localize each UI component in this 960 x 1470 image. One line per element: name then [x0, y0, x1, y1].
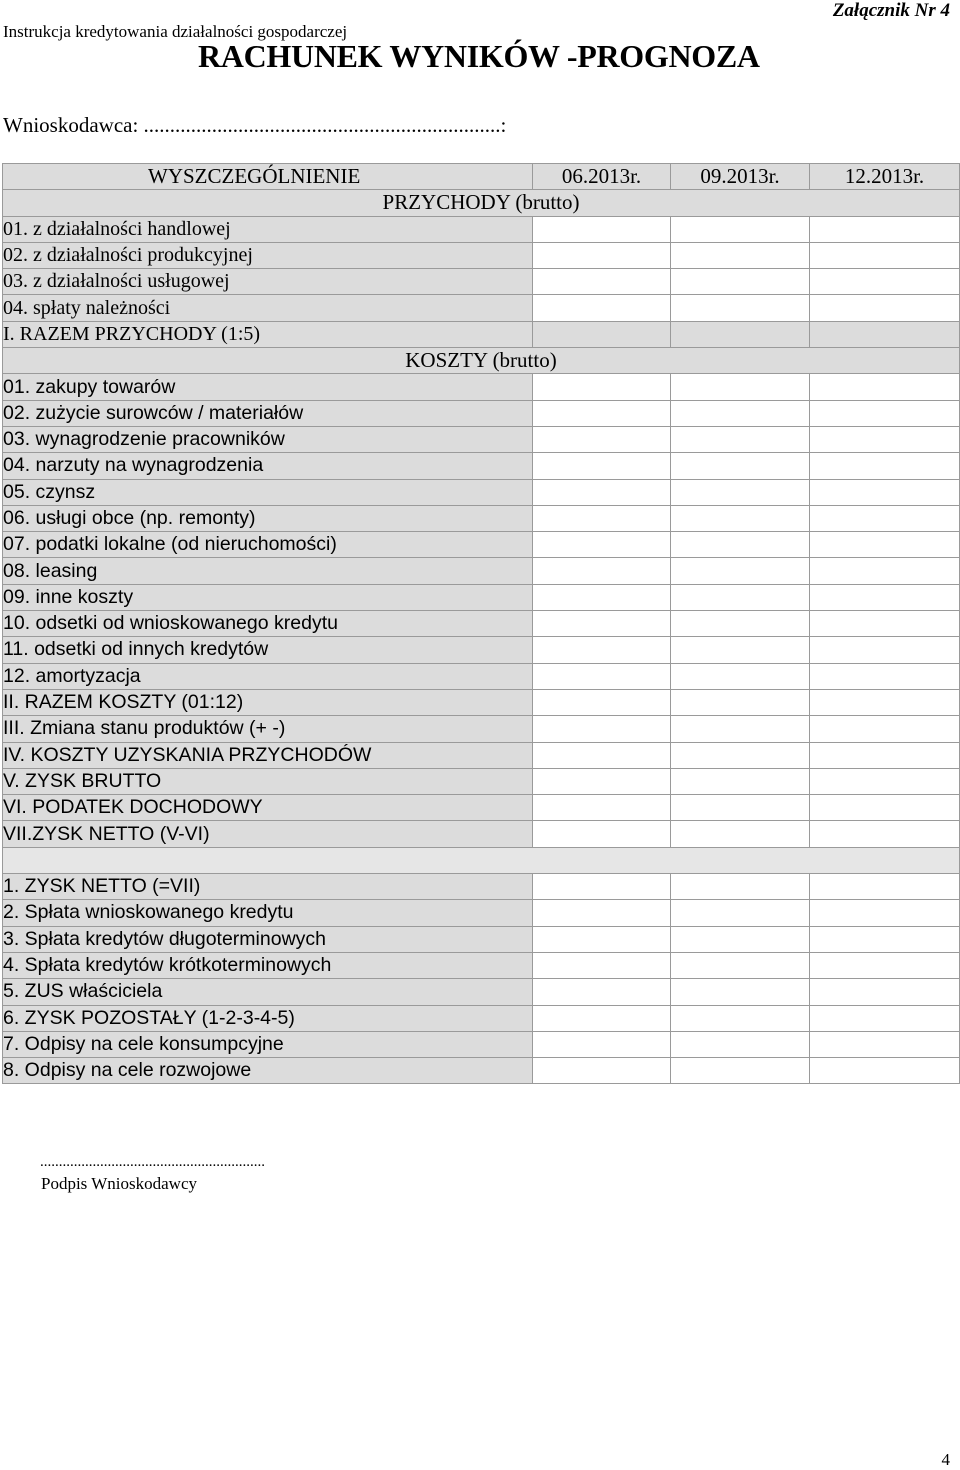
column-header-period-2: 09.2013r. — [671, 164, 810, 190]
value-cell-period-1[interactable] — [533, 742, 671, 768]
table-row — [3, 1031, 960, 1057]
value-cell-period-3[interactable] — [810, 611, 960, 637]
table-row — [3, 979, 960, 1005]
value-cell-period-1[interactable] — [533, 1058, 671, 1084]
signature-line[interactable]: ............................................................ — [40, 1154, 265, 1170]
document-header-title: Instrukcja kredytowania działalności gospodarczej — [3, 22, 348, 41]
value-cell-period-2[interactable] — [671, 663, 810, 689]
value-cell-period-3[interactable] — [810, 321, 960, 347]
row-label: 02. zużycie surowców / materiałów — [3, 400, 533, 426]
separator-row — [3, 847, 960, 873]
value-cell-period-1[interactable] — [533, 637, 671, 663]
value-cell-period-2[interactable] — [671, 479, 810, 505]
row-label: 10. odsetki od wnioskowanego kredytu — [3, 611, 533, 637]
value-cell-period-1[interactable] — [533, 242, 671, 268]
table-row — [3, 716, 960, 742]
value-cell-period-3[interactable] — [810, 584, 960, 610]
row-label: VII.ZYSK NETTO (V-VI) — [3, 821, 533, 847]
value-cell-period-2[interactable] — [671, 742, 810, 768]
value-cell-period-3[interactable] — [810, 926, 960, 952]
row-label: 12. amortyzacja — [3, 663, 533, 689]
column-header-period-1: 06.2013r. — [533, 164, 671, 190]
value-cell-period-2[interactable] — [671, 321, 810, 347]
table-row — [3, 795, 960, 821]
row-label: 04. narzuty na wynagrodzenia — [3, 453, 533, 479]
section-revenue-header-row — [3, 190, 960, 216]
value-cell-period-2[interactable] — [671, 426, 810, 452]
table-row — [3, 426, 960, 452]
table-row — [3, 400, 960, 426]
value-cell-period-3[interactable] — [810, 952, 960, 978]
value-cell-period-1[interactable] — [533, 453, 671, 479]
table-row — [3, 321, 960, 347]
value-cell-period-2[interactable] — [671, 1005, 810, 1031]
value-cell-period-3[interactable] — [810, 821, 960, 847]
attachment-number: Załącznik Nr 4 — [832, 0, 950, 21]
value-cell-period-3[interactable] — [810, 979, 960, 1005]
value-cell-period-2[interactable] — [671, 716, 810, 742]
value-cell-period-2[interactable] — [671, 1031, 810, 1057]
row-label: 04. spłaty należności — [3, 295, 533, 321]
table-row — [3, 558, 960, 584]
value-cell-period-2[interactable] — [671, 216, 810, 242]
value-cell-period-2[interactable] — [671, 558, 810, 584]
table-row — [3, 242, 960, 268]
value-cell-period-1[interactable] — [533, 532, 671, 558]
table-header-row — [3, 164, 960, 190]
row-label: 1. ZYSK NETTO (=VII) — [3, 874, 533, 900]
value-cell-period-2[interactable] — [671, 1058, 810, 1084]
row-label: 02. z działalności produkcyjnej — [3, 242, 533, 268]
value-cell-period-3[interactable] — [810, 1005, 960, 1031]
value-cell-period-2[interactable] — [671, 269, 810, 295]
table-row — [3, 952, 960, 978]
value-cell-period-2[interactable] — [671, 242, 810, 268]
row-label: 2. Spłata wnioskowanego kredytu — [3, 900, 533, 926]
value-cell-period-3[interactable] — [810, 689, 960, 715]
value-cell-period-1[interactable] — [533, 663, 671, 689]
row-label: V. ZYSK BRUTTO — [3, 768, 533, 794]
section-costs-header: KOSZTY (brutto) — [3, 348, 960, 374]
value-cell-period-2[interactable] — [671, 874, 810, 900]
value-cell-period-3[interactable] — [810, 795, 960, 821]
value-cell-period-2[interactable] — [671, 926, 810, 952]
row-label: 7. Odpisy na cele konsumpcyjne — [3, 1031, 533, 1057]
row-label: 05. czynsz — [3, 479, 533, 505]
value-cell-period-1[interactable] — [533, 505, 671, 531]
table-row — [3, 689, 960, 715]
value-cell-period-3[interactable] — [810, 295, 960, 321]
value-cell-period-3[interactable] — [810, 400, 960, 426]
value-cell-period-1[interactable] — [533, 400, 671, 426]
value-cell-period-1[interactable] — [533, 1031, 671, 1057]
value-cell-period-2[interactable] — [671, 374, 810, 400]
value-cell-period-2[interactable] — [671, 611, 810, 637]
value-cell-period-1[interactable] — [533, 426, 671, 452]
value-cell-period-3[interactable] — [810, 874, 960, 900]
value-cell-period-2[interactable] — [671, 295, 810, 321]
row-label: IV. KOSZTY UZYSKANIA PRZYCHODÓW — [3, 742, 533, 768]
page-title: RACHUNEK WYNIKÓW -PROGNOZA — [198, 38, 760, 74]
row-label: III. Zmiana stanu produktów (+ -) — [3, 716, 533, 742]
table-row — [3, 637, 960, 663]
applicant-field[interactable]: Wnioskodawca: ....................................................................: — [3, 113, 507, 137]
value-cell-period-1[interactable] — [533, 716, 671, 742]
table-row — [3, 900, 960, 926]
value-cell-period-1[interactable] — [533, 821, 671, 847]
value-cell-period-3[interactable] — [810, 742, 960, 768]
value-cell-period-3[interactable] — [810, 637, 960, 663]
value-cell-period-3[interactable] — [810, 558, 960, 584]
table-row — [3, 295, 960, 321]
table-row — [3, 505, 960, 531]
value-cell-period-1[interactable] — [533, 874, 671, 900]
table-row — [3, 584, 960, 610]
table-row — [3, 663, 960, 689]
row-label: 6. ZYSK POZOSTAŁY (1-2-3-4-5) — [3, 1005, 533, 1031]
row-label: 09. inne koszty — [3, 584, 533, 610]
table-row — [3, 1005, 960, 1031]
row-label: 4. Spłata kredytów krótkoterminowych — [3, 952, 533, 978]
row-label: I. RAZEM PRZYCHODY (1:5) — [3, 321, 533, 347]
row-label: 01. zakupy towarów — [3, 374, 533, 400]
value-cell-period-3[interactable] — [810, 532, 960, 558]
separator-band — [3, 847, 960, 873]
table-row — [3, 874, 960, 900]
value-cell-period-2[interactable] — [671, 768, 810, 794]
value-cell-period-2[interactable] — [671, 952, 810, 978]
value-cell-period-1[interactable] — [533, 584, 671, 610]
value-cell-period-1[interactable] — [533, 479, 671, 505]
value-cell-period-1[interactable] — [533, 900, 671, 926]
value-cell-period-3[interactable] — [810, 716, 960, 742]
value-cell-period-2[interactable] — [671, 400, 810, 426]
value-cell-period-3[interactable] — [810, 374, 960, 400]
table-row — [3, 532, 960, 558]
value-cell-period-1[interactable] — [533, 611, 671, 637]
value-cell-period-2[interactable] — [671, 821, 810, 847]
value-cell-period-3[interactable] — [810, 1058, 960, 1084]
value-cell-period-3[interactable] — [810, 663, 960, 689]
forecast-table — [2, 163, 960, 1084]
row-label: 07. podatki lokalne (od nieruchomości) — [3, 532, 533, 558]
row-label: VI. PODATEK DOCHODOWY — [3, 795, 533, 821]
table-row — [3, 821, 960, 847]
value-cell-period-3[interactable] — [810, 453, 960, 479]
table-row — [3, 926, 960, 952]
table-row — [3, 453, 960, 479]
section-costs-header-row — [3, 348, 960, 374]
row-label: 3. Spłata kredytów długoterminowych — [3, 926, 533, 952]
table-row — [3, 768, 960, 794]
value-cell-period-3[interactable] — [810, 1031, 960, 1057]
row-label: 01. z działalności handlowej — [3, 216, 533, 242]
value-cell-period-1[interactable] — [533, 216, 671, 242]
value-cell-period-2[interactable] — [671, 795, 810, 821]
value-cell-period-1[interactable] — [533, 979, 671, 1005]
value-cell-period-2[interactable] — [671, 637, 810, 663]
value-cell-period-1[interactable] — [533, 768, 671, 794]
table-row — [3, 374, 960, 400]
value-cell-period-2[interactable] — [671, 689, 810, 715]
value-cell-period-1[interactable] — [533, 926, 671, 952]
value-cell-period-3[interactable] — [810, 426, 960, 452]
row-label: II. RAZEM KOSZTY (01:12) — [3, 689, 533, 715]
row-label: 03. wynagrodzenie pracowników — [3, 426, 533, 452]
value-cell-period-2[interactable] — [671, 584, 810, 610]
table-row — [3, 269, 960, 295]
column-header-period-3: 12.2013r. — [810, 164, 960, 190]
row-label: 03. z działalności usługowej — [3, 269, 533, 295]
section-revenue-header: PRZYCHODY (brutto) — [3, 190, 960, 216]
row-label: 06. usługi obce (np. remonty) — [3, 505, 533, 531]
value-cell-period-2[interactable] — [671, 453, 810, 479]
value-cell-period-1[interactable] — [533, 295, 671, 321]
value-cell-period-1[interactable] — [533, 689, 671, 715]
value-cell-period-1[interactable] — [533, 795, 671, 821]
row-label: 08. leasing — [3, 558, 533, 584]
row-label: 11. odsetki od innych kredytów — [3, 637, 533, 663]
value-cell-period-3[interactable] — [810, 768, 960, 794]
value-cell-period-3[interactable] — [810, 479, 960, 505]
value-cell-period-1[interactable] — [533, 952, 671, 978]
value-cell-period-3[interactable] — [810, 900, 960, 926]
table-row — [3, 611, 960, 637]
value-cell-period-3[interactable] — [810, 242, 960, 268]
table-row — [3, 1058, 960, 1084]
value-cell-period-3[interactable] — [810, 269, 960, 295]
value-cell-period-1[interactable] — [533, 558, 671, 584]
value-cell-period-1[interactable] — [533, 1005, 671, 1031]
table-row — [3, 479, 960, 505]
value-cell-period-1[interactable] — [533, 269, 671, 295]
value-cell-period-3[interactable] — [810, 505, 960, 531]
signature-label: Podpis Wnioskodawcy — [41, 1174, 197, 1193]
value-cell-period-2[interactable] — [671, 532, 810, 558]
value-cell-period-3[interactable] — [810, 216, 960, 242]
value-cell-period-1[interactable] — [533, 374, 671, 400]
row-label: 8. Odpisy na cele rozwojowe — [3, 1058, 533, 1084]
value-cell-period-2[interactable] — [671, 900, 810, 926]
row-label: 5. ZUS właściciela — [3, 979, 533, 1005]
value-cell-period-1[interactable] — [533, 321, 671, 347]
value-cell-period-2[interactable] — [671, 505, 810, 531]
page-number: 4 — [941, 1450, 950, 1469]
value-cell-period-2[interactable] — [671, 979, 810, 1005]
table-row — [3, 742, 960, 768]
table-row — [3, 216, 960, 242]
column-header-description: WYSZCZEGÓLNIENIE — [3, 164, 533, 190]
